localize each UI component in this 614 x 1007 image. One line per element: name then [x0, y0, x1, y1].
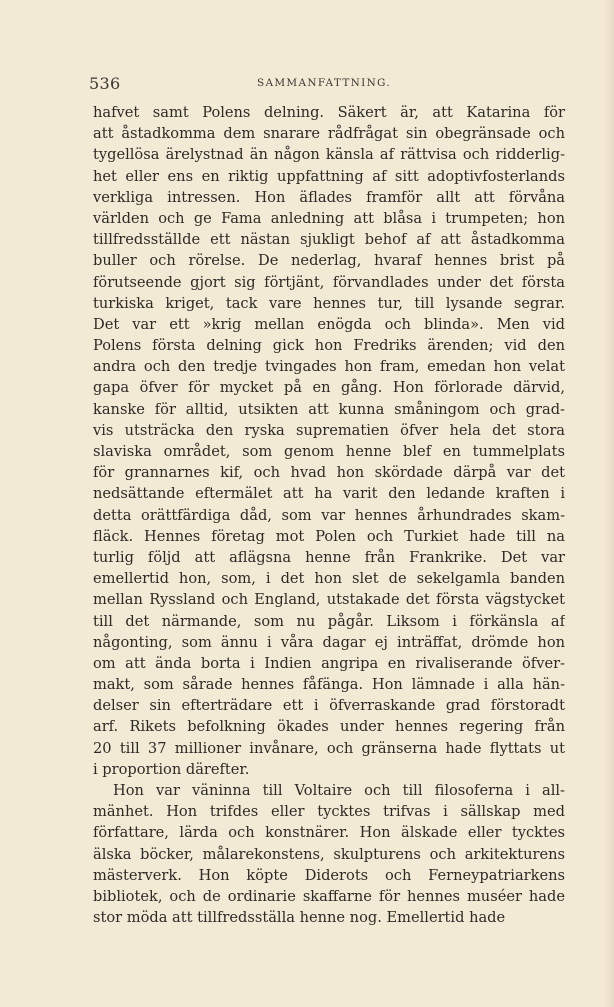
- paragraph: [93, 102, 565, 780]
- text-line: 20 till 37 millioner invånare, och gränserna hade flyttats ut: [93, 739, 565, 757]
- text-line: nedsättande eftermälet att ha varit den ledande kraften i: [93, 485, 565, 503]
- text-line: gapa öfver för mycket på en gång. Hon förlorade därvid,: [93, 379, 565, 397]
- text-line: någonting, som ännu i våra dagar ej inträffat, drömde hon: [93, 633, 565, 651]
- text-line: stor möda att tillfredsställa henne nog. Emellertid hade: [93, 909, 506, 927]
- text-line: arf. Rikets befolkning ökades under hennes regering från: [93, 718, 565, 736]
- text-line: om att ända borta i Indien angripa en rivaliserande öfver-: [93, 654, 565, 672]
- text-line: delser sin efterträdare ett i öfverraskande grad förstoradt: [93, 697, 565, 715]
- text-line: makt, som sårade hennes fåfänga. Hon lämnade i alla hän-: [93, 676, 565, 694]
- text-line: turkiska kriget, tack vare hennes tur, till lysande segrar.: [93, 294, 565, 312]
- running-head: [89, 74, 563, 94]
- text-line: mänhet. Hon trifdes eller tycktes trifvas i sällskap med: [93, 803, 565, 821]
- text-line: emellertid hon, som, i det hon slet de sekelgamla banden: [93, 570, 565, 588]
- text-line: turlig följd att aflägsna henne från Frankrike. Det var: [93, 548, 565, 566]
- text-line: till det närmande, som nu pågår. Liksom i förkänsla af: [93, 612, 565, 630]
- text-line: verkliga intressen. Hon äflades framför allt att förvåna: [93, 188, 565, 206]
- text-line: världen och ge Fama anledning att blåsa i trumpeten; hon: [93, 209, 565, 227]
- page-number: 536: [89, 74, 121, 93]
- text-line: kanske för alltid, utsikten att kunna småningom och grad-: [93, 400, 565, 418]
- text-line: förutseende gjort sig förtjänt, förvandlades under det första: [93, 273, 565, 291]
- text-line: älska böcker, målarekonstens, skulpturens och arkitekturens: [93, 845, 565, 863]
- text-line: vis utsträcka den ryska suprematien öfver hela det stora: [93, 421, 565, 439]
- text-line: fläck. Hennes företag mot Polen och Turkiet hade till na: [93, 527, 565, 545]
- text-line: mellan Ryssland och England, utstakade det första vägstycket: [93, 591, 565, 609]
- text-line: het eller ens en riktig uppfattning af sitt adoptivfosterlands: [93, 167, 565, 185]
- text-line: hafvet samt Polens delning. Säkert är, att Katarina för: [93, 104, 565, 121]
- text-line: buller och rörelse. De nederlag, hvaraf hennes brist på: [93, 252, 565, 270]
- text-line: Hon var väninna till Voltaire och till filosoferna i all-: [113, 782, 565, 799]
- running-title: SAMMANFATTNING.: [257, 77, 392, 89]
- text-line: mästerverk. Hon köpte Diderots och Ferneypatriarkens: [93, 866, 565, 884]
- text-line: andra och den tredje tvingades hon fram, emedan hon velat: [93, 358, 565, 376]
- text-line: bibliotek, och de ordinarie skaffarne för hennes muséer hade: [93, 887, 565, 905]
- body-text: [93, 102, 565, 928]
- text-line: detta orättfärdiga dåd, som var hennes århundrades skam-: [93, 506, 565, 524]
- paragraph: [93, 780, 565, 928]
- text-line: Polens första delning gick hon Fredriks ärenden; vid den: [93, 337, 565, 355]
- text-line: i proportion därefter.: [93, 760, 250, 778]
- text-line: slaviska området, som genom henne blef en tummelplats: [93, 443, 565, 460]
- text-line: tygellösa ärelystnad än någon känsla af rättvisa och ridderlig-: [93, 146, 565, 164]
- text-line: författare, lärda och konstnärer. Hon älskade eller tycktes: [93, 824, 565, 842]
- text-line: tillfredsställde ett nästan sjukligt behof af att åstadkomma: [93, 231, 565, 249]
- text-line: Det var ett »krig mellan enögda och blinda». Men vid: [93, 315, 565, 333]
- text-line: att åstadkomma dem snarare rådfrågat sin obegränsade och: [93, 125, 565, 143]
- page-edge-shadow: [604, 0, 614, 1007]
- text-line: för grannarnes kif, och hvad hon skördade därpå var det: [93, 464, 565, 482]
